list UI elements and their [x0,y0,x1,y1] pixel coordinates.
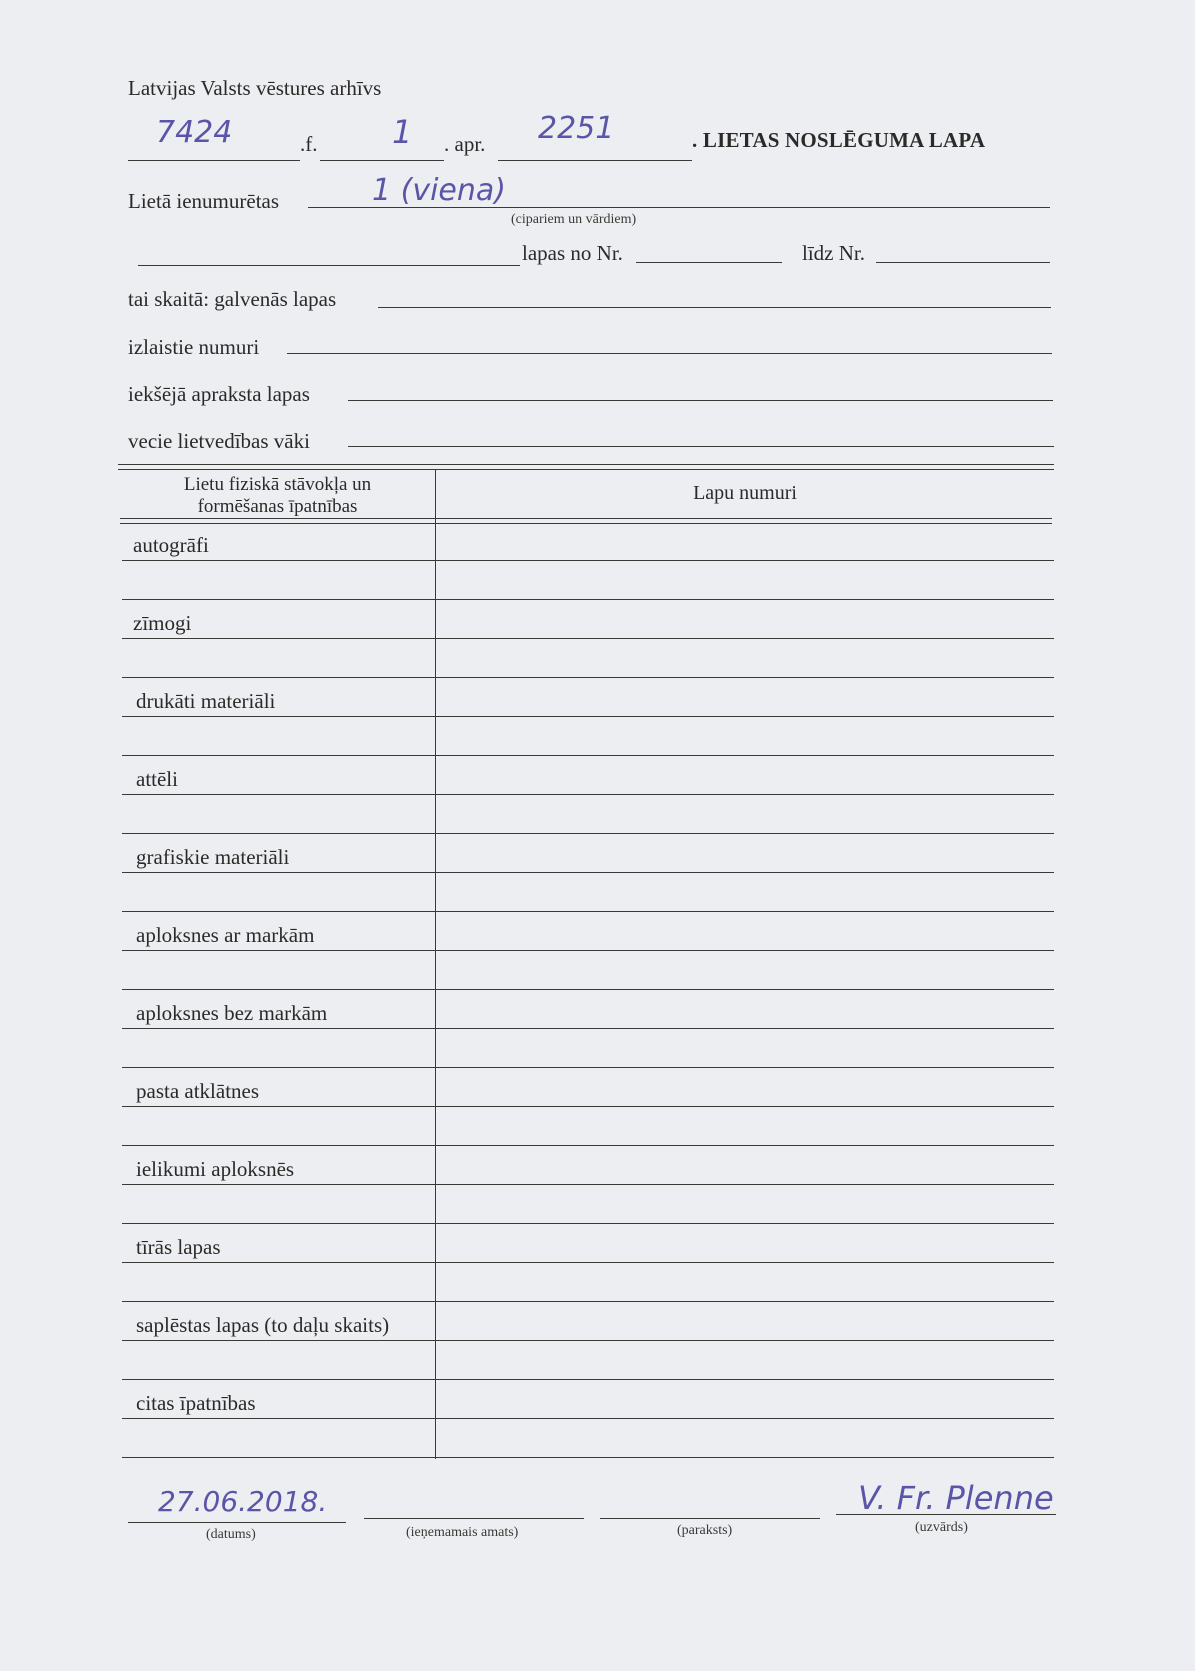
table-top-line-2 [118,469,1054,470]
table-row-label: grafiskie materiāli [136,845,290,869]
name-line [836,1514,1056,1515]
table-header-bottom-line-2 [120,523,1052,524]
table-row-line [122,755,1054,756]
pages-count-line [138,265,520,266]
table-row-line [122,1457,1054,1458]
table-row-line [122,1301,1054,1302]
table-row-label: pasta atklātnes [136,1079,260,1103]
table-row-line [122,560,1054,561]
table-row-line [122,599,1054,600]
table-col2-header: Lapu numuri [693,482,797,504]
omitted-line [287,353,1052,354]
omitted-label: izlaistie numuri [128,335,260,359]
signature-label: (paraksts) [677,1523,733,1538]
table-row-line [122,1028,1054,1029]
numbered-line [308,207,1050,208]
table-row-line [122,794,1054,795]
table-col1-header: Lietu fiziskā stāvokļa un formēšanas īpatnības [183,474,372,517]
table-row-label: ielikumi aploksnēs [136,1157,295,1181]
table-row-line [122,950,1054,951]
date-line [128,1522,346,1523]
table-row-line [122,1418,1054,1419]
date-handwritten: 27.06.2018. [158,1485,328,1518]
name-label: (uzvārds) [915,1520,968,1535]
table-row-line [122,1223,1054,1224]
table-row-line [122,638,1054,639]
table-row-label: zīmogi [133,611,192,635]
position-label: (ieņemamais amats) [406,1525,519,1540]
table-row-line [122,872,1054,873]
numbered-label: Lietā ienumurētas [128,189,280,213]
pages-from-label: lapas no Nr. [522,241,623,265]
table-row-line [122,1262,1054,1263]
inventory-number-handwritten: 1 [392,113,413,151]
archive-name: Latvijas Valsts vēstures arhīvs [128,76,382,100]
table-row-label: aploksnes bez markām [136,1001,328,1025]
table-row-line [122,1379,1054,1380]
table-row-line [122,716,1054,717]
numbered-hint: (cipariem un vārdiem) [511,212,637,227]
table-column-divider [435,469,436,1459]
table-row-line [122,1067,1054,1068]
table-header-bottom-line [120,518,1052,519]
main-pages-label: tai skaitā: galvenās lapas [128,287,337,311]
table-row-line [122,911,1054,912]
table-row-label: citas īpatnības [136,1391,256,1415]
file-line [498,160,692,161]
pages-from-line [636,262,782,263]
old-covers-label: vecie lietvedības vāki [128,429,310,453]
inventory-line [320,160,444,161]
table-row-label: tīrās lapas [136,1235,221,1259]
numbered-value-handwritten: 1 (viena) [372,173,506,208]
document-title: . LIETAS NOSLĒGUMA LAPA [692,128,986,152]
table-row-line [122,1340,1054,1341]
position-line [364,1518,584,1519]
table-row-label: saplēstas lapas (to daļu skaits) [136,1313,390,1337]
table-row-line [122,833,1054,834]
name-handwritten: V. Fr. Plenne [858,1479,1054,1517]
fond-suffix: .f. [300,132,318,156]
table-row-label: autogrāfi [133,533,209,557]
table-row-line [122,1184,1054,1185]
inner-desc-label: iekšējā apraksta lapas [128,382,310,406]
main-pages-line [378,307,1051,308]
fond-number-handwritten: 7424 [156,115,233,150]
pages-to-label: līdz Nr. [802,241,865,265]
fond-line [128,160,300,161]
table-row-line [122,1106,1054,1107]
pages-to-line [876,262,1050,263]
table-row-line [122,989,1054,990]
table-row-line [122,677,1054,678]
table-top-line [118,464,1054,465]
date-label: (datums) [206,1527,256,1542]
inner-desc-line [348,400,1053,401]
signature-line [600,1518,820,1519]
table-row-label: aploksnes ar markām [136,923,315,947]
file-number-handwritten: 2251 [538,111,615,146]
old-covers-line [348,446,1054,447]
table-row-label: attēli [136,767,178,791]
inventory-suffix: . apr. [444,132,486,156]
table-row-label: drukāti materiāli [136,689,276,713]
table-row-line [122,1145,1054,1146]
